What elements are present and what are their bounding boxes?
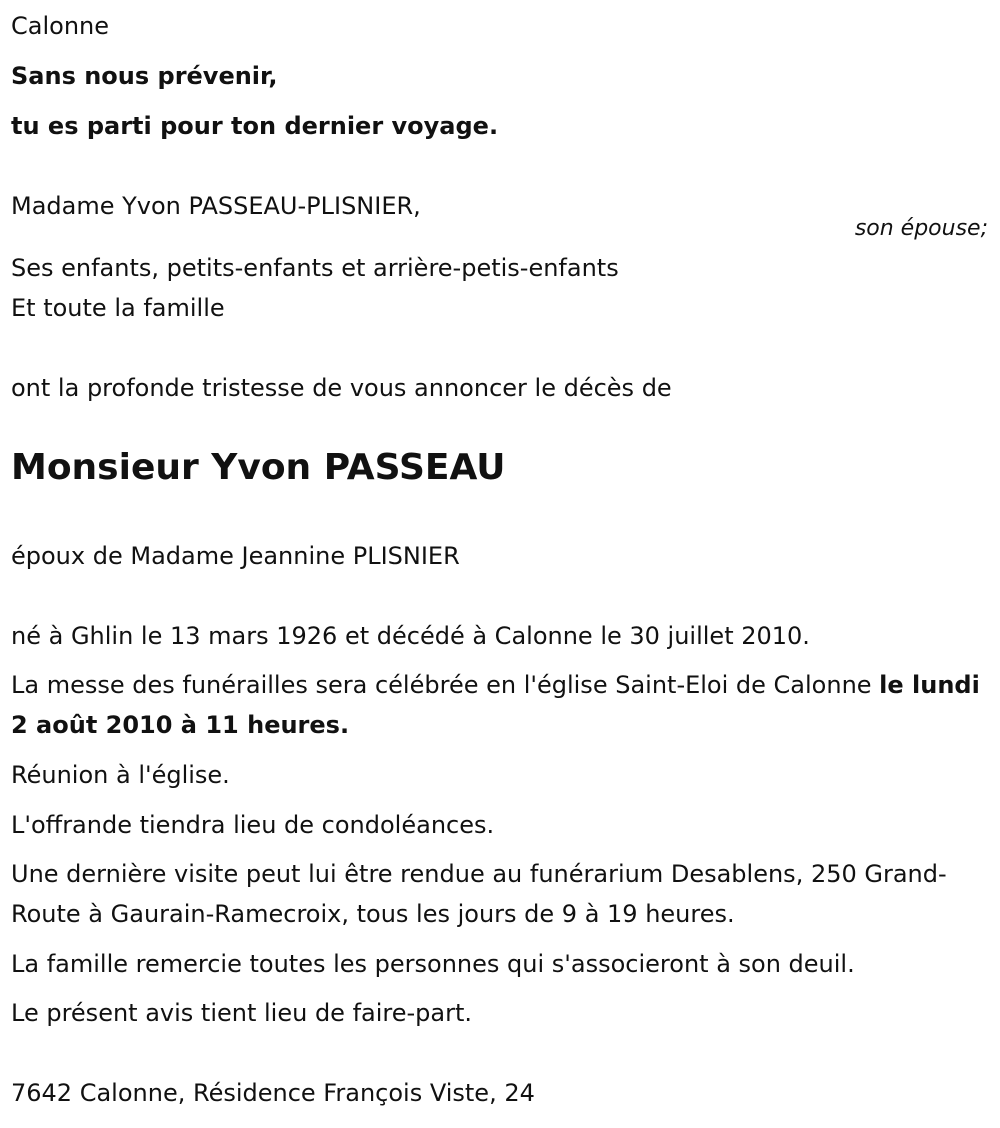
thanks-line: La famille remercie toutes les personnes qui s'associeront à son deuil. [11,950,855,978]
meeting-line: Réunion à l'église. [11,761,230,789]
family-line: Et toute la famille [11,294,225,322]
offering-line: L'offrande tiendra lieu de condoléances. [11,811,495,839]
spouse-role: son épouse; [854,216,988,241]
deceased-name: Monsieur Yvon PASSEAU [11,447,506,488]
visit-paragraph: Une dernière visite peut lui être rendue au funérarium Desablens, 250 Grand-Route à Gaurain-Ramecroix, tous les jours de 9 à 19 heures. [11,860,947,928]
poem-line-1: Sans nous prévenir, [11,62,278,90]
notice-line: Le présent avis tient lieu de faire-part. [11,999,473,1027]
spouse-of-line: époux de Madame Jeannine PLISNIER [11,542,460,570]
announcement-line: ont la profonde tristesse de vous annoncer le décès de [11,374,672,402]
spouse-name: Madame Yvon PASSEAU-PLISNIER, [11,192,421,220]
mass-date: le lundi 2 août 2010 à 11 heures. [11,671,980,739]
poem-line-2: tu es parti pour ton dernier voyage. [11,112,499,140]
children-line: Ses enfants, petits-enfants et arrière-petis-enfants [11,254,619,282]
mass-text: La messe des funérailles sera célébrée en l'église Saint-Eloi de Calonne [11,671,880,699]
mass-paragraph [11,665,996,745]
location-header: Calonne [11,12,110,40]
birth-death-line: né à Ghlin le 13 mars 1926 et décédé à Calonne le 30 juillet 2010. [11,622,810,650]
address-line: 7642 Calonne, Résidence François Viste, 24 [11,1079,535,1107]
